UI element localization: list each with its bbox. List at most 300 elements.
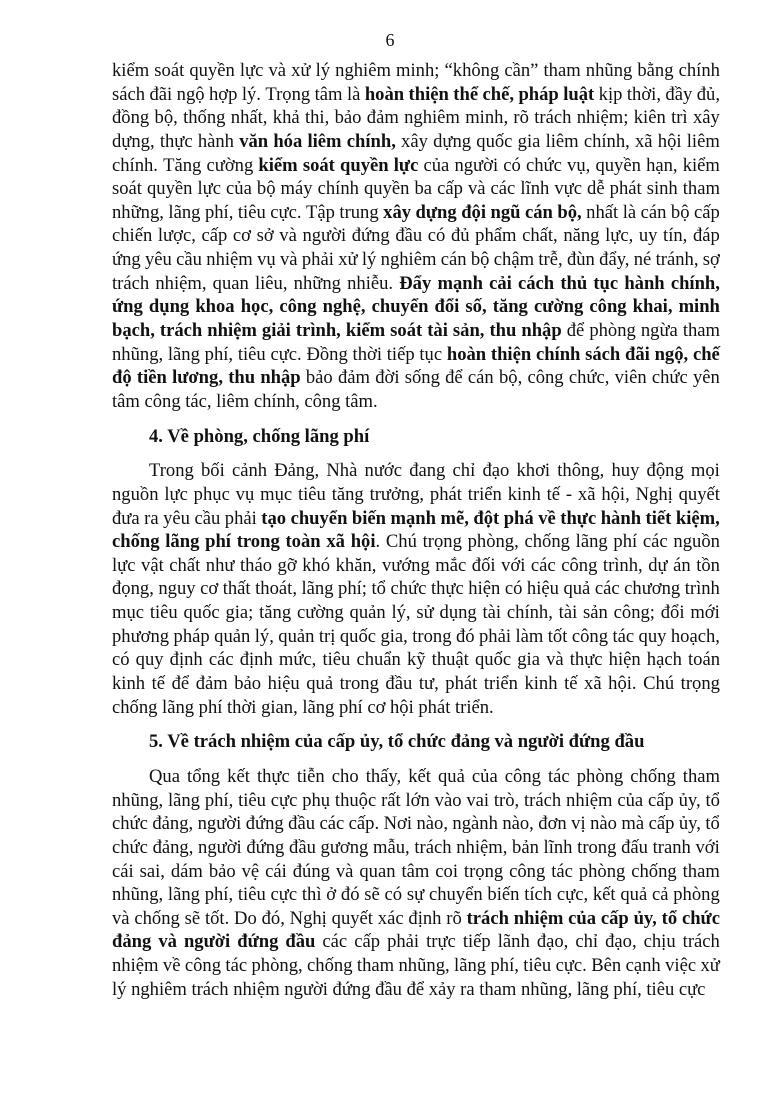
word: và	[335, 860, 354, 882]
word: chống	[631, 860, 677, 882]
word: trách	[191, 978, 229, 1000]
word: tốt	[547, 625, 568, 647]
word: phẩm	[475, 225, 517, 247]
word: rất	[381, 789, 401, 811]
word: đưa	[112, 507, 140, 529]
text-line	[112, 130, 720, 154]
word: học,	[240, 296, 274, 318]
word: Nhà	[326, 460, 358, 482]
word: mạnh	[437, 272, 483, 294]
word: xã	[577, 483, 596, 505]
word: tăng	[492, 296, 528, 318]
word: nghiêm	[335, 60, 391, 81]
word: trách	[112, 272, 150, 294]
word: xây	[401, 130, 428, 152]
word: tổ	[661, 907, 678, 929]
word: xây	[383, 201, 412, 223]
word: trò,	[493, 789, 520, 811]
word: rõ	[446, 907, 462, 929]
word: chính	[535, 343, 581, 365]
word: trách	[682, 931, 720, 953]
word: chính	[317, 178, 359, 200]
word: hoàn	[446, 343, 487, 365]
word: tế	[564, 673, 578, 695]
word: đứng	[246, 836, 285, 858]
word: cán	[467, 367, 494, 389]
word: án	[673, 554, 691, 576]
word: tiêu	[149, 602, 178, 624]
word: phát	[445, 673, 478, 695]
word: cảnh	[231, 460, 268, 482]
word: đáp	[692, 225, 720, 247]
word: đấu	[621, 836, 648, 858]
word: nhiệm;	[576, 107, 629, 129]
word: đầu	[285, 931, 316, 953]
word: tiền	[136, 367, 167, 389]
text-line	[112, 930, 720, 954]
word: trình,	[602, 554, 643, 576]
word: trễ,	[538, 249, 563, 271]
word: toán	[687, 649, 720, 671]
word: nhiệm	[207, 320, 257, 342]
word: phát	[609, 178, 642, 200]
word: quyền	[595, 154, 641, 176]
text-line	[112, 530, 720, 554]
word: đùn	[566, 249, 595, 271]
word: tích	[524, 884, 553, 906]
text-line	[112, 625, 720, 649]
word: phí;	[338, 578, 367, 600]
word: lý,	[391, 602, 411, 624]
word: trọng	[463, 860, 504, 882]
word: thực	[159, 130, 193, 152]
paragraph	[112, 59, 720, 414]
word: phòng	[578, 860, 626, 882]
word: tiết	[645, 507, 672, 529]
word: ngộ	[176, 83, 205, 105]
word: uy	[638, 225, 658, 247]
word: nguy	[158, 578, 196, 600]
word: kinh	[112, 673, 146, 695]
word: cấp	[648, 813, 675, 835]
word: người	[197, 813, 242, 835]
word: phụ	[302, 789, 331, 811]
word: bối	[200, 460, 225, 482]
text-line	[112, 295, 720, 319]
word: cực	[678, 978, 706, 1000]
document-body	[112, 59, 720, 1001]
word: mà	[621, 813, 645, 835]
word: chính,	[346, 130, 396, 152]
word: thấy,	[365, 765, 402, 787]
word: tổ	[705, 789, 720, 811]
word: sản	[583, 602, 608, 624]
word: phí	[613, 531, 638, 553]
word: thiện	[490, 343, 532, 365]
word: hoàn	[364, 83, 405, 105]
word: nhiệm	[566, 789, 613, 811]
word: trưởng,	[369, 483, 425, 505]
word: đọng,	[112, 578, 154, 600]
word: triển	[467, 483, 502, 505]
word: dựng,	[112, 130, 155, 152]
word: quả	[437, 765, 465, 787]
word: phát	[418, 696, 451, 718]
word: chức	[681, 907, 720, 929]
word: bộ,	[498, 367, 523, 389]
word: trọng	[422, 531, 462, 553]
word: chậm	[493, 249, 535, 271]
word: vụ	[257, 249, 276, 271]
word: phương	[112, 625, 170, 647]
word: quốc	[474, 649, 512, 671]
word: nghệ,	[322, 296, 366, 318]
word: pháp	[173, 625, 210, 647]
word: cấp	[600, 907, 629, 929]
word: Qua	[149, 765, 180, 787]
word: trình	[684, 578, 720, 600]
word: đổi	[434, 296, 460, 318]
word: kết	[592, 884, 616, 906]
word: yêu	[163, 507, 190, 529]
word: những	[293, 272, 341, 294]
word: cực	[270, 884, 298, 906]
word: vào	[434, 789, 462, 811]
text-line	[112, 201, 720, 225]
word: sở	[256, 225, 274, 247]
word: đổi	[660, 602, 685, 624]
word: lý,	[254, 625, 274, 647]
word: sống	[404, 367, 440, 389]
word: kết	[227, 765, 250, 787]
word: Tăng	[163, 154, 202, 176]
word: nào,	[502, 813, 534, 835]
word: ra	[144, 507, 159, 529]
word: phòng	[673, 884, 720, 906]
word: nhũng	[585, 60, 633, 81]
word: công	[509, 860, 546, 882]
word: đẩy,	[599, 249, 630, 271]
word: đầu	[395, 225, 423, 247]
word: mục	[260, 483, 293, 505]
word: chương	[624, 578, 681, 600]
word: quyết	[331, 907, 373, 929]
word: trung	[339, 201, 379, 223]
word: lãng	[576, 978, 609, 1000]
word: tốt.	[204, 907, 230, 929]
word: khăn,	[335, 554, 377, 576]
word: các	[322, 931, 348, 953]
word: cái	[112, 860, 134, 882]
word: kinh	[524, 673, 558, 695]
word: tổ	[371, 578, 386, 600]
word: biến	[487, 884, 520, 906]
word: và	[546, 649, 564, 671]
word: chính,	[506, 602, 553, 624]
word: đang	[409, 460, 446, 482]
word: trong	[339, 673, 379, 695]
word: lãng	[167, 789, 200, 811]
word: trách	[466, 907, 509, 929]
word: trì	[671, 107, 688, 129]
word: thuật	[431, 649, 469, 671]
word: sai,	[139, 860, 165, 882]
word: cho	[331, 765, 359, 787]
word: thực	[256, 765, 290, 787]
word: tế	[151, 673, 166, 695]
word: dụng	[148, 296, 190, 318]
word: và	[279, 249, 298, 271]
word: tranh	[652, 836, 691, 858]
word: quốc	[183, 602, 220, 624]
word: làm	[515, 625, 544, 647]
word: hiệu	[526, 578, 559, 600]
page-number: 6	[385, 30, 395, 50]
word: cực,	[556, 884, 589, 906]
word: đảng,	[152, 813, 194, 835]
word: thủ	[560, 272, 588, 294]
word: công;	[613, 602, 655, 624]
word: nhũng,	[112, 789, 164, 811]
word: tháo	[239, 554, 272, 576]
word: tiêu	[322, 649, 351, 671]
word: ứng	[112, 296, 143, 318]
word: phải	[387, 931, 420, 953]
word: tiêu	[523, 955, 552, 977]
word: cấp	[694, 201, 720, 223]
word: Do	[234, 907, 257, 929]
word: cải	[489, 272, 512, 294]
word: kịp	[598, 83, 623, 105]
word: đảm	[337, 367, 370, 389]
word: tiêu	[237, 201, 266, 223]
word: kiểm	[112, 60, 150, 81]
word: thuộc	[334, 789, 377, 811]
word: quyết	[678, 483, 720, 505]
word: cần”	[504, 60, 539, 81]
word: thiện	[408, 83, 449, 105]
word: sinh	[646, 178, 678, 200]
word: nhiệm	[513, 907, 564, 929]
word: sách	[112, 83, 146, 105]
word: trách	[534, 107, 572, 129]
word: quản	[349, 602, 386, 624]
word: gia	[517, 130, 541, 152]
word: đời	[375, 367, 400, 389]
word: lược,	[157, 225, 196, 247]
word: đầu	[385, 673, 413, 695]
word: lực,	[605, 225, 634, 247]
word: kiểm	[345, 320, 386, 342]
word: về	[538, 507, 556, 529]
word: nghiêm	[131, 978, 187, 1000]
word: lãng	[165, 531, 200, 553]
word: các	[319, 813, 345, 835]
word: công	[184, 955, 222, 977]
word: Đảng,	[274, 460, 320, 482]
word: coi	[435, 860, 458, 882]
word: hợp	[208, 83, 238, 105]
word: phí,	[204, 789, 234, 811]
word: soát	[154, 60, 185, 81]
word: minh;	[396, 60, 440, 81]
word: vụ,	[567, 154, 591, 176]
word: thất	[222, 578, 251, 600]
word: cán	[640, 201, 667, 223]
word: cường	[206, 154, 254, 176]
word: định	[239, 649, 273, 671]
text-line	[112, 83, 720, 107]
word: văn	[239, 130, 269, 152]
word: lý	[112, 978, 127, 1000]
word: đó	[455, 625, 475, 647]
word: xã	[584, 673, 602, 695]
word: xử	[700, 955, 720, 977]
word: chế,	[482, 83, 515, 105]
text-line	[112, 272, 720, 296]
word: mục	[112, 602, 145, 624]
word: đột	[473, 507, 500, 529]
word: người	[183, 931, 231, 953]
word: tục	[419, 343, 443, 365]
word: phí	[338, 696, 363, 718]
word: chính	[678, 60, 720, 81]
word: người	[302, 225, 347, 247]
word: tiêu	[238, 789, 266, 811]
word: nhất	[586, 201, 619, 223]
word: là	[622, 201, 637, 223]
word: chức,	[568, 367, 610, 389]
word: phải	[478, 625, 511, 647]
word: công	[527, 367, 564, 389]
word: đảm	[195, 673, 228, 695]
word: mẫu,	[373, 836, 410, 858]
word: các	[530, 554, 556, 576]
word: nhập	[260, 367, 301, 389]
word: pháp	[518, 83, 559, 105]
word: hội,	[601, 483, 630, 505]
word: các	[208, 649, 234, 671]
word: thời	[227, 696, 257, 718]
word: cấp	[354, 931, 381, 953]
word: đồng	[112, 107, 150, 129]
word: tín,	[663, 225, 688, 247]
word: phòng	[576, 765, 624, 787]
word: chức	[526, 154, 562, 176]
word: đạo,	[605, 931, 637, 953]
word: lực	[239, 60, 264, 81]
word: đạo	[482, 460, 510, 482]
word: cầu	[176, 249, 202, 271]
word: soát	[390, 320, 423, 342]
word: của	[423, 154, 450, 176]
word: chỉ	[575, 931, 599, 953]
word: người	[198, 836, 242, 858]
word: tiêu	[237, 343, 266, 365]
word: quyền	[340, 154, 389, 176]
word: cầu	[194, 507, 221, 529]
word: chống	[524, 531, 570, 553]
text-line	[112, 177, 720, 201]
word: phòng,	[251, 955, 303, 977]
word: sử	[416, 602, 434, 624]
word: tâm	[401, 860, 430, 882]
word: quyền	[189, 60, 235, 81]
word: ngừa	[640, 320, 678, 342]
word: cực.	[555, 955, 587, 977]
word: bảo	[334, 107, 362, 129]
word: cấp	[201, 225, 228, 247]
word: các	[594, 578, 620, 600]
word: chính,	[583, 130, 630, 152]
word: ở	[326, 884, 337, 906]
word: chức	[112, 813, 148, 835]
word: quan	[212, 272, 249, 294]
word: sợ	[702, 249, 720, 271]
word: gian,	[261, 696, 298, 718]
word: và	[467, 178, 486, 200]
text-line	[112, 907, 720, 931]
word: người	[284, 978, 328, 1000]
word: thực	[430, 578, 464, 600]
word: chính.	[112, 154, 158, 176]
paragraph	[112, 765, 720, 1001]
word: nhũng,	[521, 978, 573, 1000]
word: tế	[546, 483, 561, 505]
word: hạch	[646, 649, 682, 671]
word: đứng	[332, 978, 371, 1000]
word: cán	[440, 249, 467, 271]
word: trong	[577, 836, 617, 858]
word: các	[490, 178, 516, 200]
text-line	[112, 789, 720, 813]
word: thi,	[304, 107, 330, 129]
word: chống	[112, 696, 158, 718]
word: nhũng,	[112, 343, 164, 365]
word: dự	[648, 554, 668, 576]
word: dễ	[587, 178, 605, 200]
word: tác	[612, 625, 635, 647]
word: có	[504, 578, 523, 600]
word: kết	[408, 765, 431, 787]
word: triển	[483, 673, 518, 695]
word: phí,	[204, 201, 234, 223]
word: tài	[482, 602, 502, 624]
word: cực	[270, 789, 298, 811]
word: hóa	[273, 130, 303, 152]
word: lãng	[167, 343, 200, 365]
word: Bên	[591, 955, 622, 977]
word: đãi	[149, 83, 173, 105]
word: trọng	[680, 673, 720, 695]
word: phí,	[204, 884, 234, 906]
word: cả	[651, 884, 669, 906]
word: ủy,	[678, 813, 701, 835]
word: nhiệm	[233, 978, 280, 1000]
word: lãng	[162, 696, 195, 718]
word: đủ	[450, 225, 470, 247]
word: lãng	[575, 531, 608, 553]
word: Chú	[643, 673, 675, 695]
word: tham	[543, 60, 581, 81]
word: thoát,	[255, 578, 297, 600]
word: vướng	[381, 554, 430, 576]
word: quản	[214, 625, 251, 647]
text-line	[112, 954, 720, 978]
word: cấp	[437, 178, 463, 200]
text-line	[112, 366, 720, 390]
word: chống	[134, 907, 180, 929]
